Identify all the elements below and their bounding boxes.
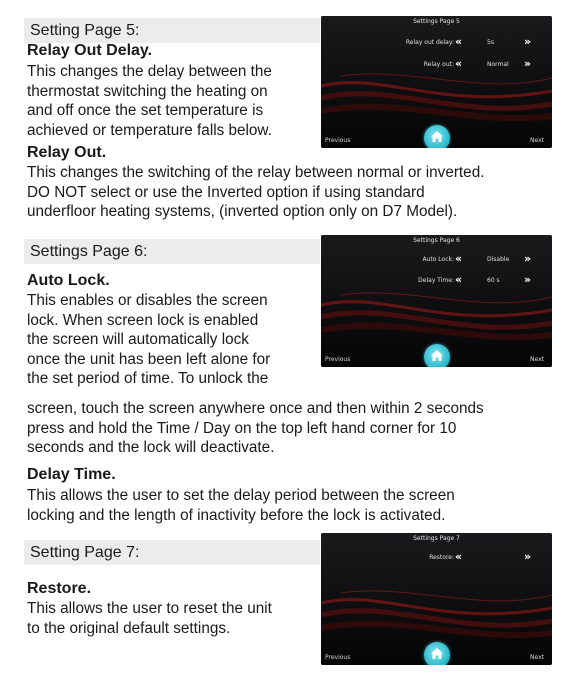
setting-label-relay-out-delay: Relay out delay: (405, 39, 454, 46)
screen-title: Settings Page 6 (413, 237, 460, 244)
setting-label-delay-time: Delay Time: (418, 277, 454, 284)
chevron-double-right-icon[interactable]: ›› (524, 57, 530, 70)
text-line: the screen will automatically lock (27, 331, 249, 349)
paragraph-relay-out (27, 163, 484, 222)
section-header-page5: Setting Page 5: (24, 18, 320, 43)
next-button[interactable]: Next (530, 356, 544, 363)
text-line: lock. When screen lock is enabled (27, 311, 259, 329)
heading-delay-time: Delay Time. (27, 466, 116, 483)
text-line: DO NOT select or use the Inverted option if using standard (27, 183, 425, 201)
chevron-double-left-icon[interactable]: ‹‹ (455, 550, 461, 563)
home-icon (430, 647, 444, 660)
previous-button[interactable]: Previous (325, 356, 351, 363)
chevron-double-right-icon[interactable]: ›› (524, 252, 530, 265)
setting-label-auto-lock: Auto Lock: (422, 256, 454, 263)
home-icon (430, 349, 444, 362)
chevron-double-left-icon[interactable]: ‹‹ (455, 273, 461, 286)
heading-relay-out-delay: Relay Out Delay. (27, 42, 153, 59)
device-screen-page5 (321, 16, 552, 148)
device-screen-page7 (321, 533, 552, 665)
setting-label-restore: Restore: (429, 554, 454, 561)
text-line: This allows the user to reset the unit (27, 600, 272, 617)
setting-value-auto-lock: Disable (487, 256, 510, 263)
text-line: press and hold the Time / Day on the top left hand corner for 10 (27, 419, 457, 437)
text-line: thermostat switching the heating on (27, 82, 268, 100)
previous-button[interactable]: Previous (325, 137, 351, 144)
text-line: locking and the length of inactivity before the lock is activated. (27, 506, 446, 524)
next-button[interactable]: Next (530, 137, 544, 144)
text-line: seconds and the lock will deactivate. (27, 439, 275, 457)
chevron-double-left-icon[interactable]: ‹‹ (455, 35, 461, 48)
paragraph-delay-time (27, 486, 455, 525)
home-button[interactable] (424, 344, 450, 367)
home-button[interactable] (424, 642, 450, 665)
text-line: once the unit has been left alone for (27, 350, 271, 368)
setting-value-relay-out-delay: 5s (487, 39, 494, 46)
home-icon (430, 130, 444, 143)
chevron-double-left-icon[interactable]: ‹‹ (455, 57, 461, 70)
text-line: This allows the user to set the delay period between the screen (27, 487, 455, 504)
chevron-double-right-icon[interactable]: ›› (524, 35, 530, 48)
chevron-double-right-icon[interactable]: ›› (524, 550, 530, 563)
setting-value-delay-time: 60 s (487, 277, 500, 284)
home-button[interactable] (424, 125, 450, 148)
chevron-double-left-icon[interactable]: ‹‹ (455, 252, 461, 265)
next-button[interactable]: Next (530, 654, 544, 661)
heading-relay-out: Relay Out. (27, 144, 107, 161)
text-line: and off once the set temperature is (27, 102, 264, 120)
text-line: the set period of time. To unlock the (27, 370, 269, 388)
paragraph-restore (27, 599, 272, 638)
section-header-page6: Settings Page 6: (24, 239, 320, 264)
screen-title: Settings Page 5 (413, 18, 460, 25)
previous-button[interactable]: Previous (325, 654, 351, 661)
heading-restore: Restore. (27, 580, 92, 597)
text-line: achieved or temperature falls below. (27, 121, 272, 139)
screen-title: Settings Page 7 (413, 535, 460, 542)
section-header-page7: Setting Page 7: (24, 540, 320, 565)
device-screen-page6 (321, 235, 552, 367)
text-line: to the original default settings. (27, 619, 231, 637)
setting-label-relay-out: Relay out: (423, 61, 454, 68)
text-line: screen, touch the screen anywhere once and then within 2 seconds (27, 400, 484, 417)
text-line: This changes the delay between the (27, 63, 272, 80)
paragraph-auto-lock (27, 291, 270, 389)
setting-value-relay-out: Normal (487, 61, 509, 68)
paragraph-relay-out-delay (27, 62, 272, 140)
chevron-double-right-icon[interactable]: ›› (524, 273, 530, 286)
text-line: underfloor heating systems, (inverted option only on D7 Model). (27, 203, 458, 221)
text-line: This changes the switching of the relay between normal or inverted. (27, 164, 485, 181)
heading-auto-lock: Auto Lock. (27, 272, 110, 289)
text-line: This enables or disables the screen (27, 292, 268, 309)
paragraph-auto-lock-continued (27, 399, 484, 458)
